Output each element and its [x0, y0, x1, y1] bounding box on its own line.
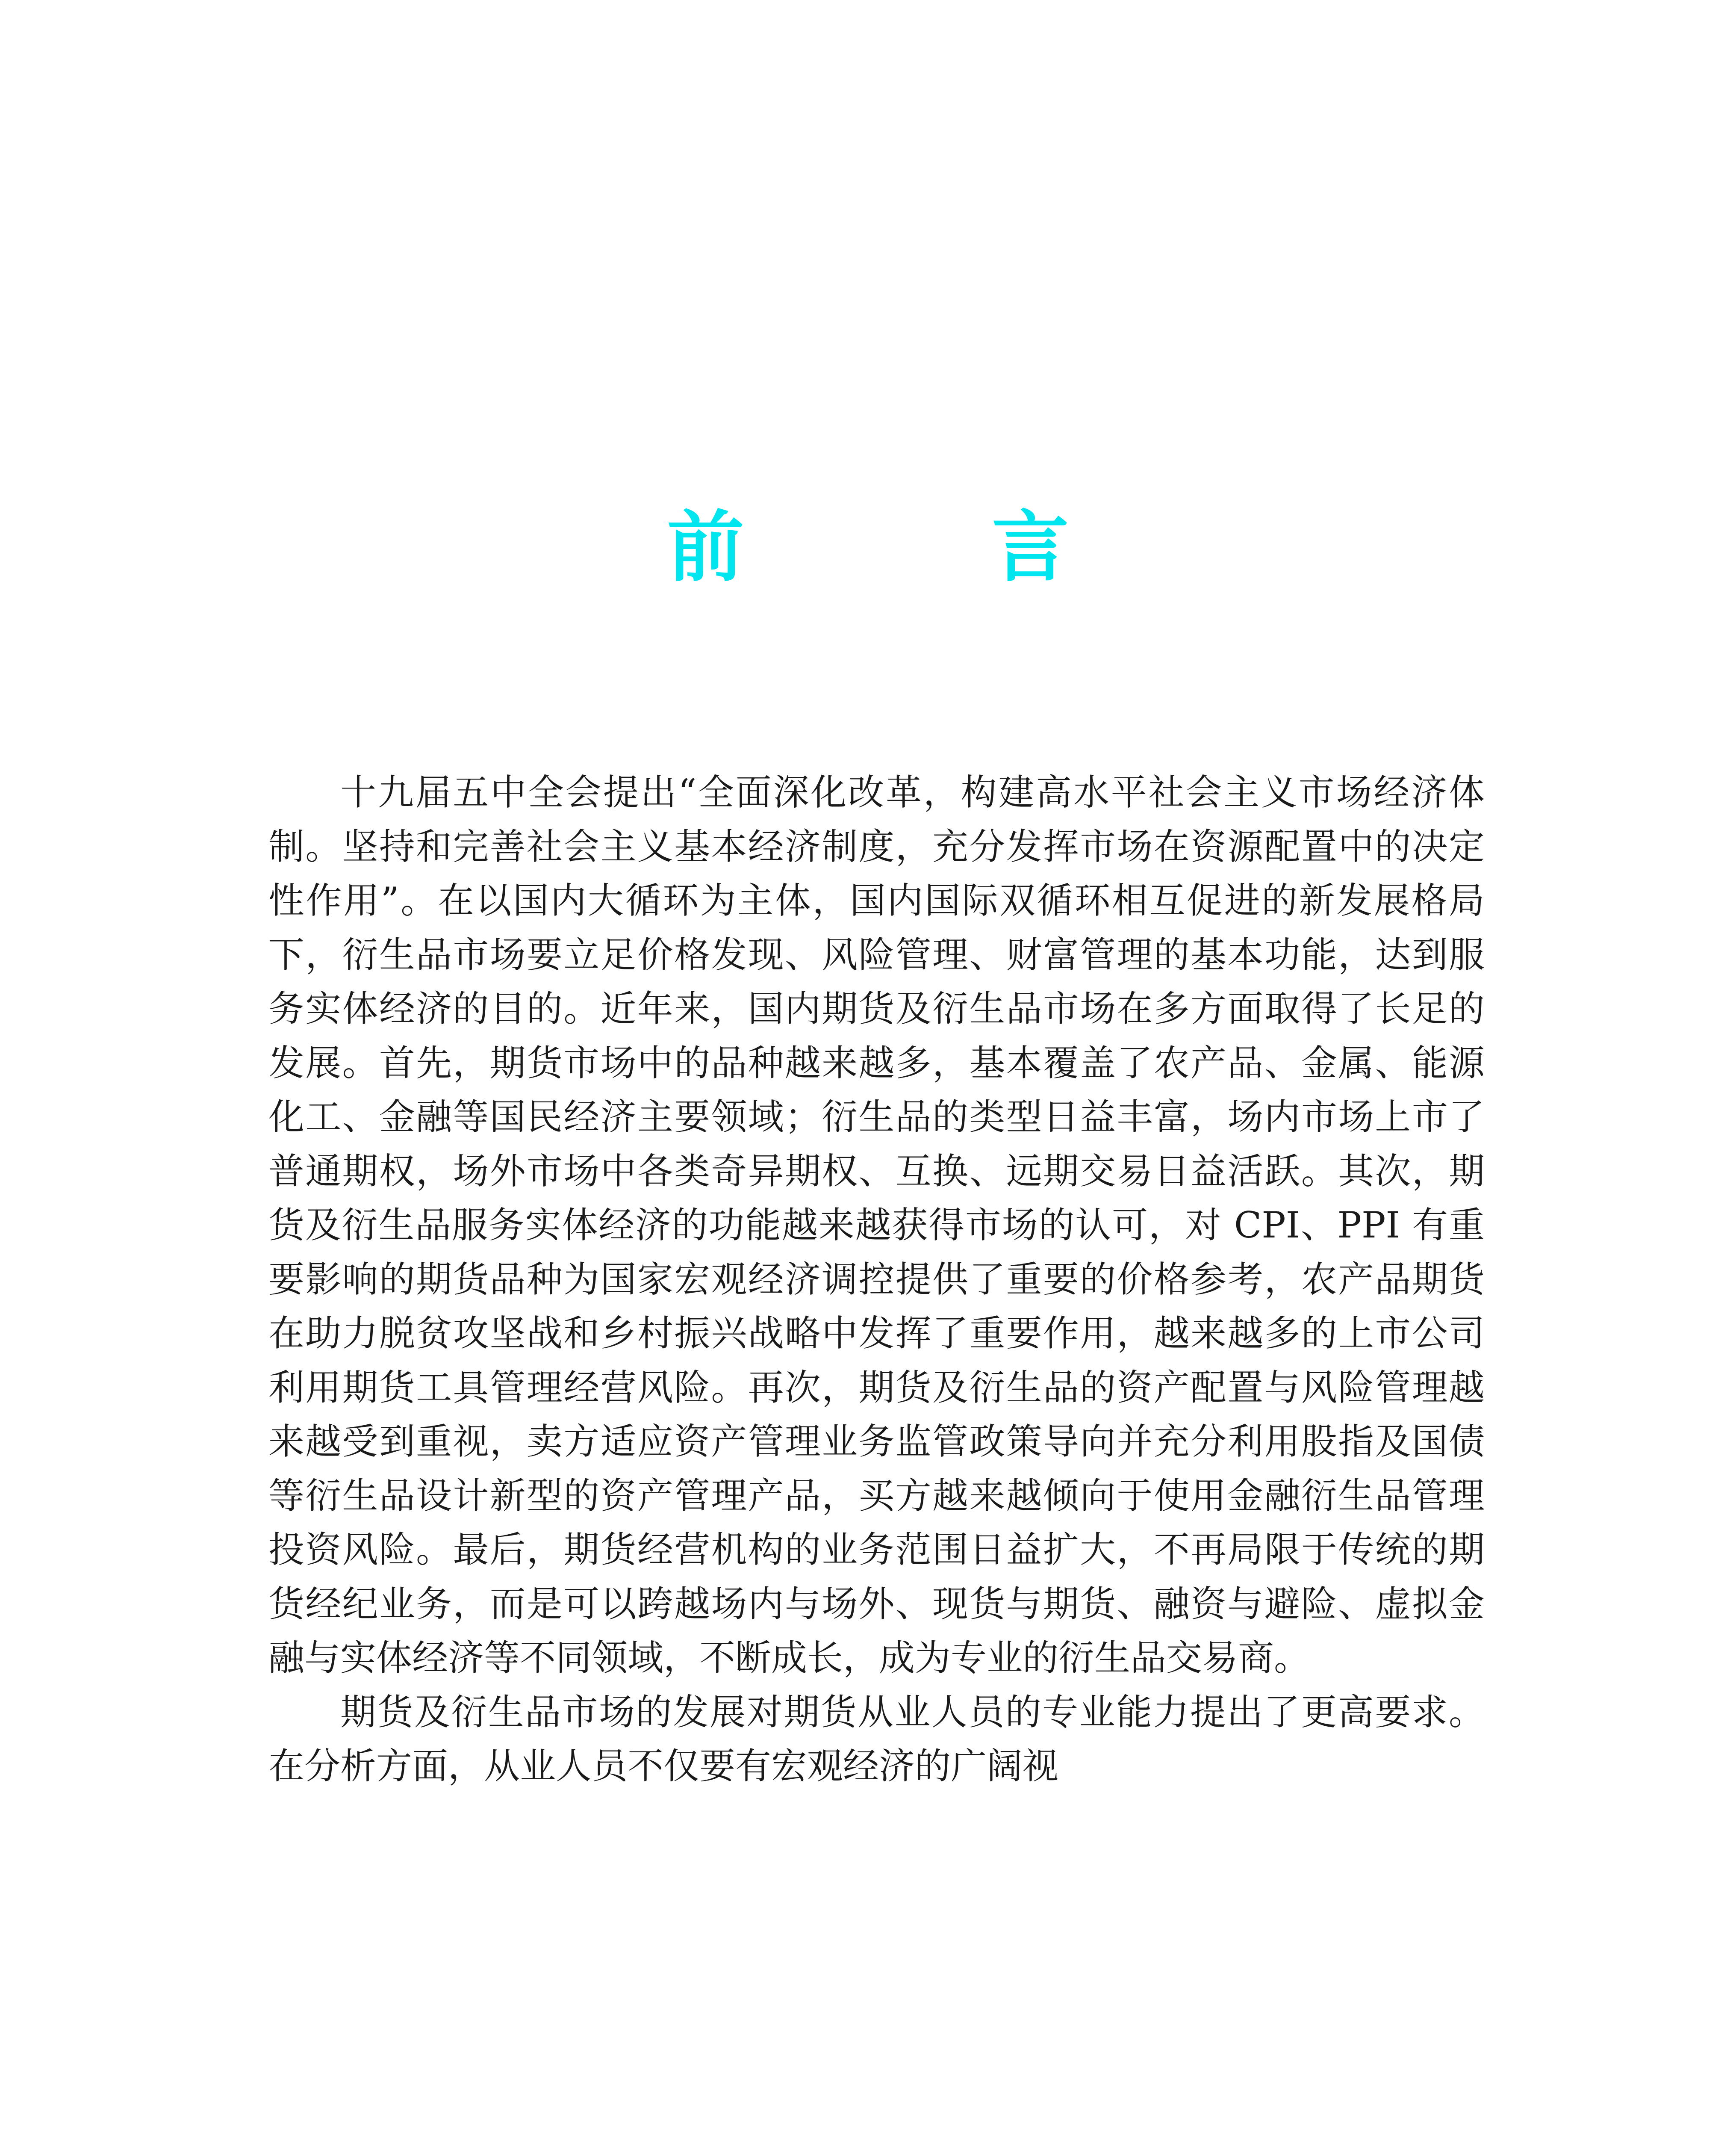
paragraph-2: 期货及衍生品市场的发展对期货从业人员的专业能力提出了更高要求。在分析方面，从业人员不仅要有宏观经济的广阔视: [268, 1691, 1485, 1787]
page-title: 前 言: [667, 502, 1155, 592]
paragraph-1: 十九届五中全会提出“全面深化改革，构建高水平社会主义市场经济体制。坚持和完善社会主义基本经济制度，充分发挥市场在资源配置中的决定性作用”。在以国内大循环为主体，国内国际双循环相互促进的新发展格局下，衍生品市场要立足价格发现、风险管理、财富管理的基本功能，达到服务实体经济的目的。近年来，国内期货及衍生品市场在多方面取得了长足的发展。首先，期货市场中的品种越来越多，基本覆盖了农产品、金属、能源化工、金融等国民经济主要领域；衍生品的类型日益丰富，场内市场上市了普通期权，场外市场中各类奇异期权、互换、远期交易日益活跃。其次，期货及衍生品服务实体经济的功能越来越获得市场的认可，对 CPI、PPI 有重要影响的期货品种为国家宏观经济调控提供了重要的价格参考，农产品期货在助力脱贫攻坚战和乡村振兴战略中发挥了重要作用，越来越多的上市公司利用期货工具管理经营风险。再次，期货及衍生品的资产配置与风险管理越来越受到重视，卖方适应资产管理业务监管政策导向并充分利用股指及国债等衍生品设计新型的资产管理产品，买方越来越倾向于使用金融衍生品管理投资风险。最后，期货经营机构的业务范围日益扩大，不再局限于传统的期货经纪业务，而是可以跨越场内与场外、现货与期货、融资与避险、虚拟金融与实体经济等不同领域，不断成长，成为专业的衍生品交易商。: [268, 771, 1485, 1679]
body-text: [268, 765, 1485, 1793]
